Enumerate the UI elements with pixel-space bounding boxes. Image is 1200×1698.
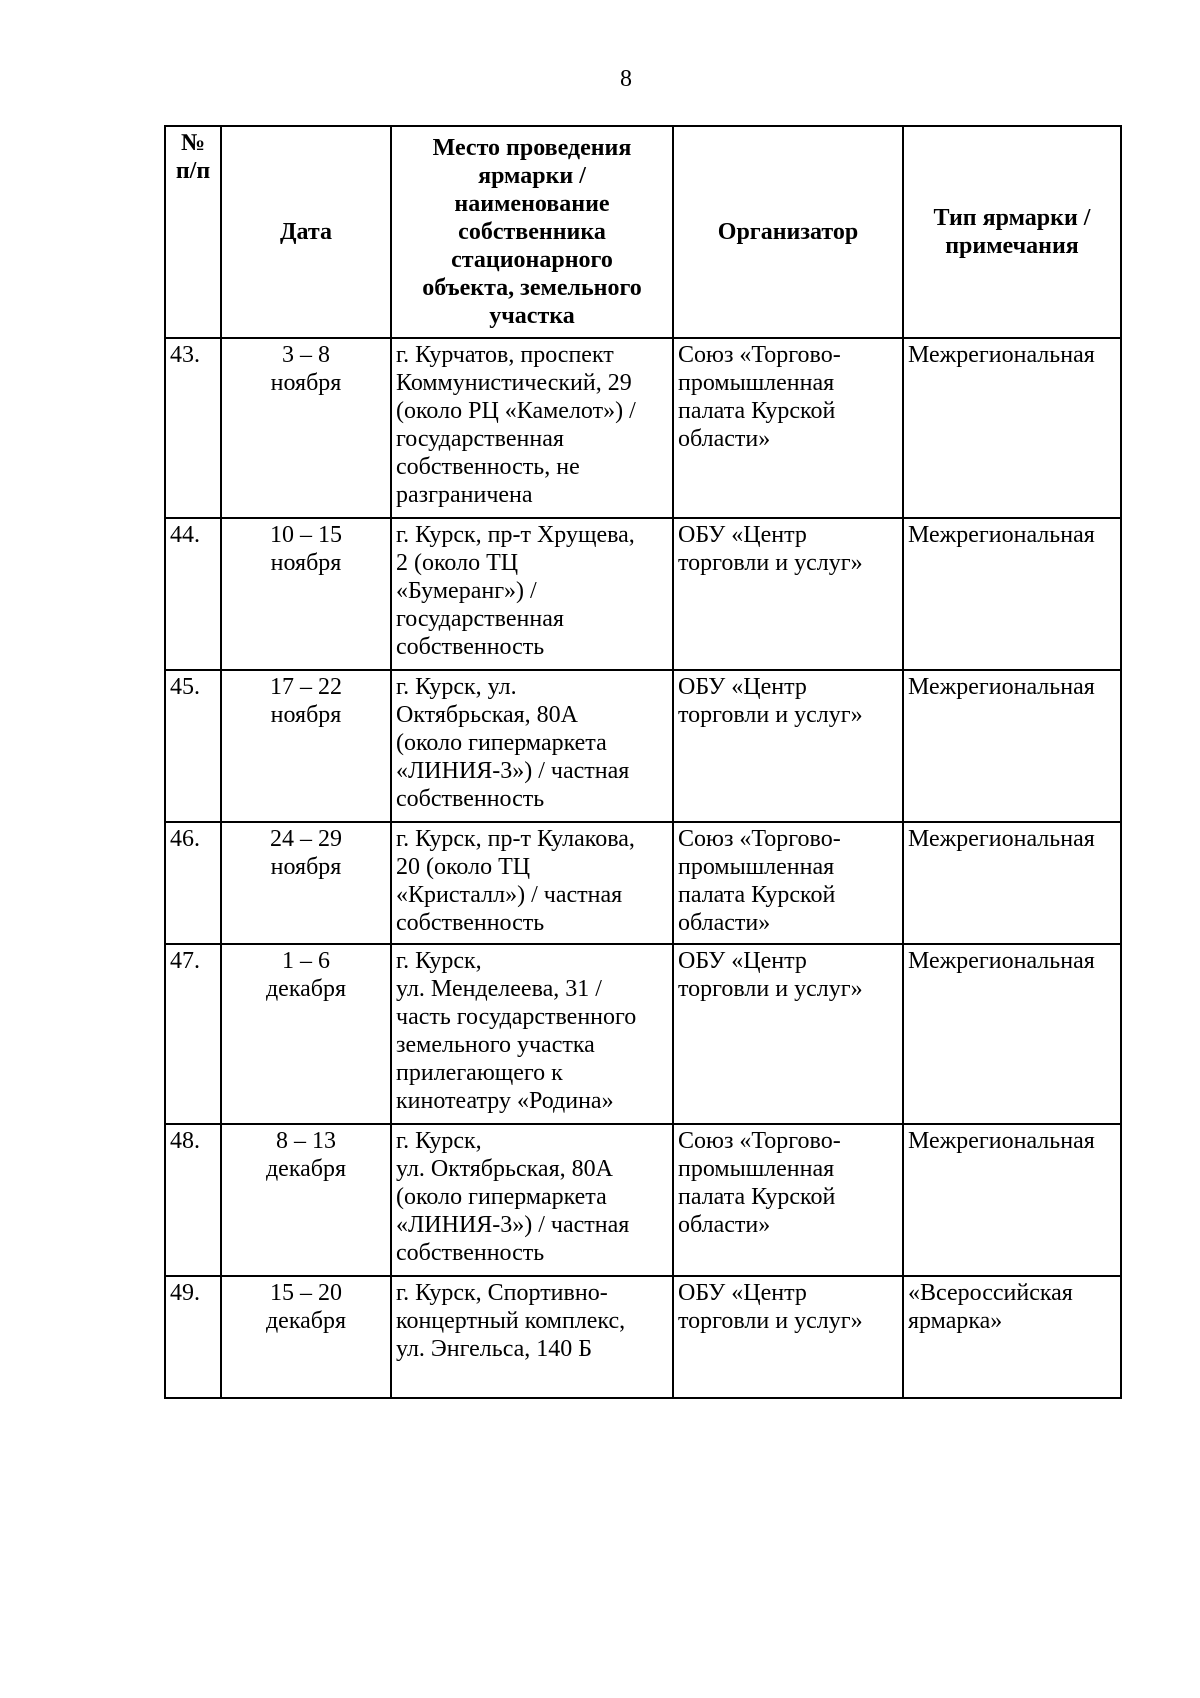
place-cell-line: «ЛИНИЯ-3») / частная: [396, 1212, 630, 1238]
organizer-cell-line: промышленная: [678, 1156, 835, 1182]
date-cell-line: декабря: [265, 976, 347, 1002]
date-cell: [221, 1124, 391, 1276]
fair-type-cell-line: Межрегиональная: [908, 1128, 1095, 1154]
place-cell-line: Коммунистический, 29: [396, 370, 632, 396]
date-cell: [221, 822, 391, 944]
organizer-cell-line: области»: [678, 426, 771, 452]
organizer-cell-line: торговли и услуг»: [678, 976, 863, 1002]
fairs-table: [164, 125, 1122, 1399]
place-cell-line: собственность, не: [396, 454, 580, 480]
header-text: Место проведения: [432, 135, 632, 161]
header-text: стационарного: [451, 247, 613, 273]
fair-type-cell: [903, 1276, 1121, 1398]
header-text: объекта, земельного: [422, 275, 642, 301]
fair-type-cell-line: Межрегиональная: [908, 948, 1095, 974]
place-cell: [391, 518, 673, 670]
place-cell-line: 20 (около ТЦ: [396, 854, 531, 880]
date-cell-line: 17 – 22: [270, 674, 342, 700]
date-cell-line: декабря: [265, 1308, 347, 1334]
organizer-cell: [673, 670, 903, 822]
date-cell-line: 10 – 15: [270, 522, 342, 548]
date-cell-line: 3 – 8: [282, 342, 330, 368]
organizer-cell: [673, 338, 903, 518]
header-text: наименование: [454, 191, 610, 217]
header-text: Тип ярмарки /: [933, 205, 1091, 231]
date-cell: [221, 670, 391, 822]
header-text: №: [180, 130, 206, 156]
organizer-cell-line: палата Курской: [678, 1184, 836, 1210]
organizer-cell: [673, 518, 903, 670]
date-cell: [221, 1276, 391, 1398]
date-cell-line: 8 – 13: [276, 1128, 336, 1154]
organizer-cell-line: Союз «Торгово-: [678, 342, 841, 368]
row-number: 44.: [165, 518, 221, 670]
row-number: 47.: [165, 944, 221, 1124]
page-number: 8: [620, 66, 632, 92]
fair-type-cell-line: «Всероссийская: [908, 1280, 1073, 1306]
place-cell: [391, 1276, 673, 1398]
place-cell-line: г. Курск, ул.: [396, 674, 517, 700]
date-cell-line: ноября: [270, 702, 342, 728]
organizer-cell: [673, 1124, 903, 1276]
organizer-cell-line: ОБУ «Центр: [678, 674, 807, 700]
place-cell-line: ул. Энгельса, 140 Б: [396, 1336, 593, 1362]
table-header-row: [165, 126, 1121, 338]
fair-type-cell-line: ярмарка»: [908, 1308, 1003, 1334]
table-body: [165, 338, 1121, 1398]
place-cell-line: концертный комплекс,: [396, 1308, 626, 1334]
header-type: [903, 126, 1121, 338]
header-text: ярмарки /: [478, 163, 586, 189]
fair-type-cell: [903, 1124, 1121, 1276]
table-row: [165, 670, 1121, 822]
header-text: примечания: [945, 233, 1079, 259]
organizer-cell-line: Союз «Торгово-: [678, 826, 841, 852]
fair-type-cell-line: Межрегиональная: [908, 674, 1095, 700]
fair-type-cell: [903, 338, 1121, 518]
organizer-cell-line: области»: [678, 910, 771, 936]
place-cell-line: ул. Менделеева, 31 /: [396, 976, 602, 1002]
place-cell: [391, 670, 673, 822]
header-text: участка: [489, 303, 575, 329]
date-cell-line: 1 – 6: [282, 948, 330, 974]
organizer-cell: [673, 1276, 903, 1398]
place-cell-line: г. Курск, пр-т Кулакова,: [396, 826, 635, 852]
fair-type-cell: [903, 944, 1121, 1124]
organizer-cell-line: торговли и услуг»: [678, 702, 863, 728]
header-text: собственника: [458, 219, 606, 245]
organizer-cell-line: ОБУ «Центр: [678, 948, 807, 974]
place-cell-line: «ЛИНИЯ-3») / частная: [396, 758, 630, 784]
table-row: [165, 944, 1121, 1124]
header-text: Дата: [280, 219, 332, 245]
place-cell-line: 2 (около ТЦ: [396, 550, 519, 576]
header-organizer: [673, 126, 903, 338]
date-cell: [221, 944, 391, 1124]
date-cell-line: 24 – 29: [270, 826, 342, 852]
organizer-cell-line: торговли и услуг»: [678, 1308, 863, 1334]
header-date: [221, 126, 391, 338]
organizer-cell: [673, 944, 903, 1124]
fair-type-cell: [903, 518, 1121, 670]
organizer-cell-line: ОБУ «Центр: [678, 1280, 807, 1306]
fair-type-cell-line: Межрегиональная: [908, 826, 1095, 852]
place-cell-line: земельного участка: [396, 1032, 595, 1058]
place-cell-line: собственность: [396, 786, 545, 812]
place-cell-line: собственность: [396, 1240, 545, 1266]
place-cell-line: г. Курск, пр-т Хрущева,: [396, 522, 635, 548]
place-cell-line: ул. Октябрьская, 80А: [396, 1156, 613, 1182]
place-cell: [391, 338, 673, 518]
place-cell-line: г. Курск,: [396, 1128, 482, 1154]
organizer-cell-line: палата Курской: [678, 398, 836, 424]
date-cell: [221, 338, 391, 518]
organizer-cell: [673, 822, 903, 944]
date-cell: [221, 518, 391, 670]
row-number: 48.: [165, 1124, 221, 1276]
row-number: 46.: [165, 822, 221, 944]
place-cell-line: г. Курчатов, проспект: [396, 342, 614, 368]
header-num: [165, 126, 221, 338]
header-text: Организатор: [717, 219, 859, 245]
organizer-cell-line: области»: [678, 1212, 771, 1238]
organizer-cell-line: торговли и услуг»: [678, 550, 863, 576]
table-row: [165, 822, 1121, 944]
row-number: 49.: [165, 1276, 221, 1398]
table-row: [165, 338, 1121, 518]
place-cell-line: прилегающего к: [396, 1060, 563, 1086]
place-cell-line: государственная: [396, 606, 564, 632]
place-cell-line: собственность: [396, 910, 545, 936]
date-cell-line: 15 – 20: [270, 1280, 342, 1306]
place-cell-line: (около гипермаркета: [396, 1184, 607, 1210]
place-cell-line: «Кристалл») / частная: [396, 882, 623, 908]
place-cell-line: государственная: [396, 426, 564, 452]
fair-type-cell: [903, 670, 1121, 822]
fair-type-cell: [903, 822, 1121, 944]
table-row: [165, 1124, 1121, 1276]
place-cell-line: (около гипермаркета: [396, 730, 607, 756]
place-cell-line: Октябрьская, 80А: [396, 702, 579, 728]
place-cell: [391, 944, 673, 1124]
header-text: п/п: [175, 158, 211, 184]
organizer-cell-line: промышленная: [678, 370, 835, 396]
date-cell-line: декабря: [265, 1156, 347, 1182]
fair-type-cell-line: Межрегиональная: [908, 522, 1095, 548]
row-number: 45.: [165, 670, 221, 822]
date-cell-line: ноября: [270, 550, 342, 576]
place-cell-line: разграничена: [396, 482, 533, 508]
place-cell-line: г. Курск, Спортивно-: [396, 1280, 608, 1306]
header-place: [391, 126, 673, 338]
table-row: [165, 518, 1121, 670]
place-cell-line: часть государственного: [396, 1004, 637, 1030]
place-cell-line: кинотеатру «Родина»: [396, 1088, 614, 1114]
organizer-cell-line: промышленная: [678, 854, 835, 880]
date-cell-line: ноября: [270, 370, 342, 396]
place-cell-line: г. Курск,: [396, 948, 482, 974]
place-cell: [391, 822, 673, 944]
organizer-cell-line: палата Курской: [678, 882, 836, 908]
fair-type-cell-line: Межрегиональная: [908, 342, 1095, 368]
place-cell-line: «Бумеранг») /: [396, 578, 537, 604]
table-row: [165, 1276, 1121, 1398]
place-cell-line: собственность: [396, 634, 545, 660]
place-cell-line: (около РЦ «Камелот») /: [396, 398, 636, 424]
place-cell: [391, 1124, 673, 1276]
organizer-cell-line: ОБУ «Центр: [678, 522, 807, 548]
organizer-cell-line: Союз «Торгово-: [678, 1128, 841, 1154]
date-cell-line: ноября: [270, 854, 342, 880]
row-number: 43.: [165, 338, 221, 518]
